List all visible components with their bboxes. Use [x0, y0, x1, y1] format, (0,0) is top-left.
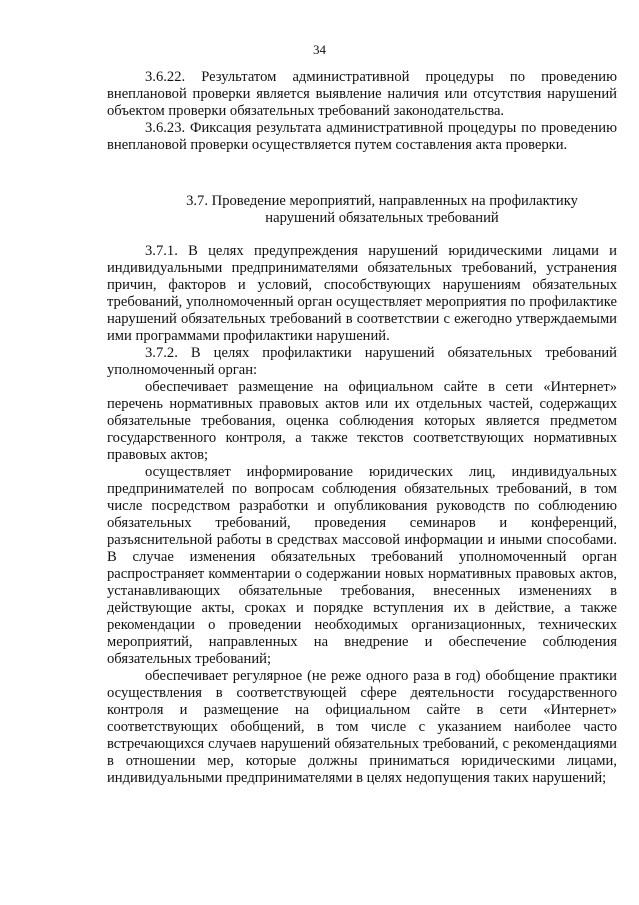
list-item-informing: осуществляет информирование юридических лиц, индивидуальных предпринимателей по вопросам соблюдения обязательных требований, в том числе посредством разработки и опубликования руководств по соблюдению обязательных требований, проведения семинаров и конференций, разъяснительной работы в средствах массовой информации и иными способами. В случае изменения обязательных требований уполномоченный орган распространяет комментарии о содержании новых нормативных правовых актов, устанавливающих обязательные требования, внесенных изменениях в действующие акты, сроках и порядке вступления их в действие, а также рекомендации о проведении необходимых организационных, технических мероприятий, направленных на внедрение и обеспечение соблюдения обязательных требований;	[107, 464, 617, 667]
page-number: 34	[313, 42, 326, 57]
section-heading-line-2: нарушений обязательных требований	[265, 210, 499, 226]
paragraph-3-7-1: 3.7.1. В целях предупреждения нарушений юридическими лицами и индивидуальными предпринимателями обязательных требований, устранения причин, факторов и условий, способствующих нарушениям обязательных требований, уполномоченный орган осуществляет мероприятия по профилактике нарушений обязательных требований в соответствии с ежегодно утверждаемыми ими программами профилактики нарушений.	[107, 243, 617, 344]
section-3-7-heading	[107, 193, 617, 227]
section-3-6-body	[107, 69, 617, 154]
list-item-practice-summary: обеспечивает регулярное (не реже одного раза в год) обобщение практики осуществления в соответствующей сфере деятельности государственного контроля и размещение на официальном сайте в сети «Интернет» соответствующих обобщений, в том числе с указанием наиболее часто встречающихся случаев нарушений обязательных требований, с рекомендациями в отношении мер, которые должны приниматься юридическими лицами, индивидуальными предпринимателями в целях недопущения таких нарушений;	[107, 668, 617, 786]
paragraph-3-6-22: 3.6.22. Результатом административной процедуры по проведению внеплановой проверки является выявление наличия или отсутствия нарушений объектом проверки обязательных требований законодательства.	[107, 69, 617, 119]
list-item-publication: обеспечивает размещение на официальном сайте в сети «Интернет» перечень нормативных правовых актов или их отдельных частей, содержащих обязательные требования, оценка соблюдения которых является предметом государственного контроля, а также текстов соответствующих нормативных правовых актов;	[107, 379, 617, 463]
paragraph-3-6-23: 3.6.23. Фиксация результата административной процедуры по проведению внеплановой проверки осуществляется путем составления акта проверки.	[107, 120, 617, 153]
paragraph-3-7-2: 3.7.2. В целях профилактики нарушений обязательных требований уполномоченный орган:	[107, 345, 617, 378]
section-3-7-body	[107, 243, 617, 787]
section-heading-line-1: 3.7. Проведение мероприятий, направленных на профилактику	[186, 193, 578, 209]
